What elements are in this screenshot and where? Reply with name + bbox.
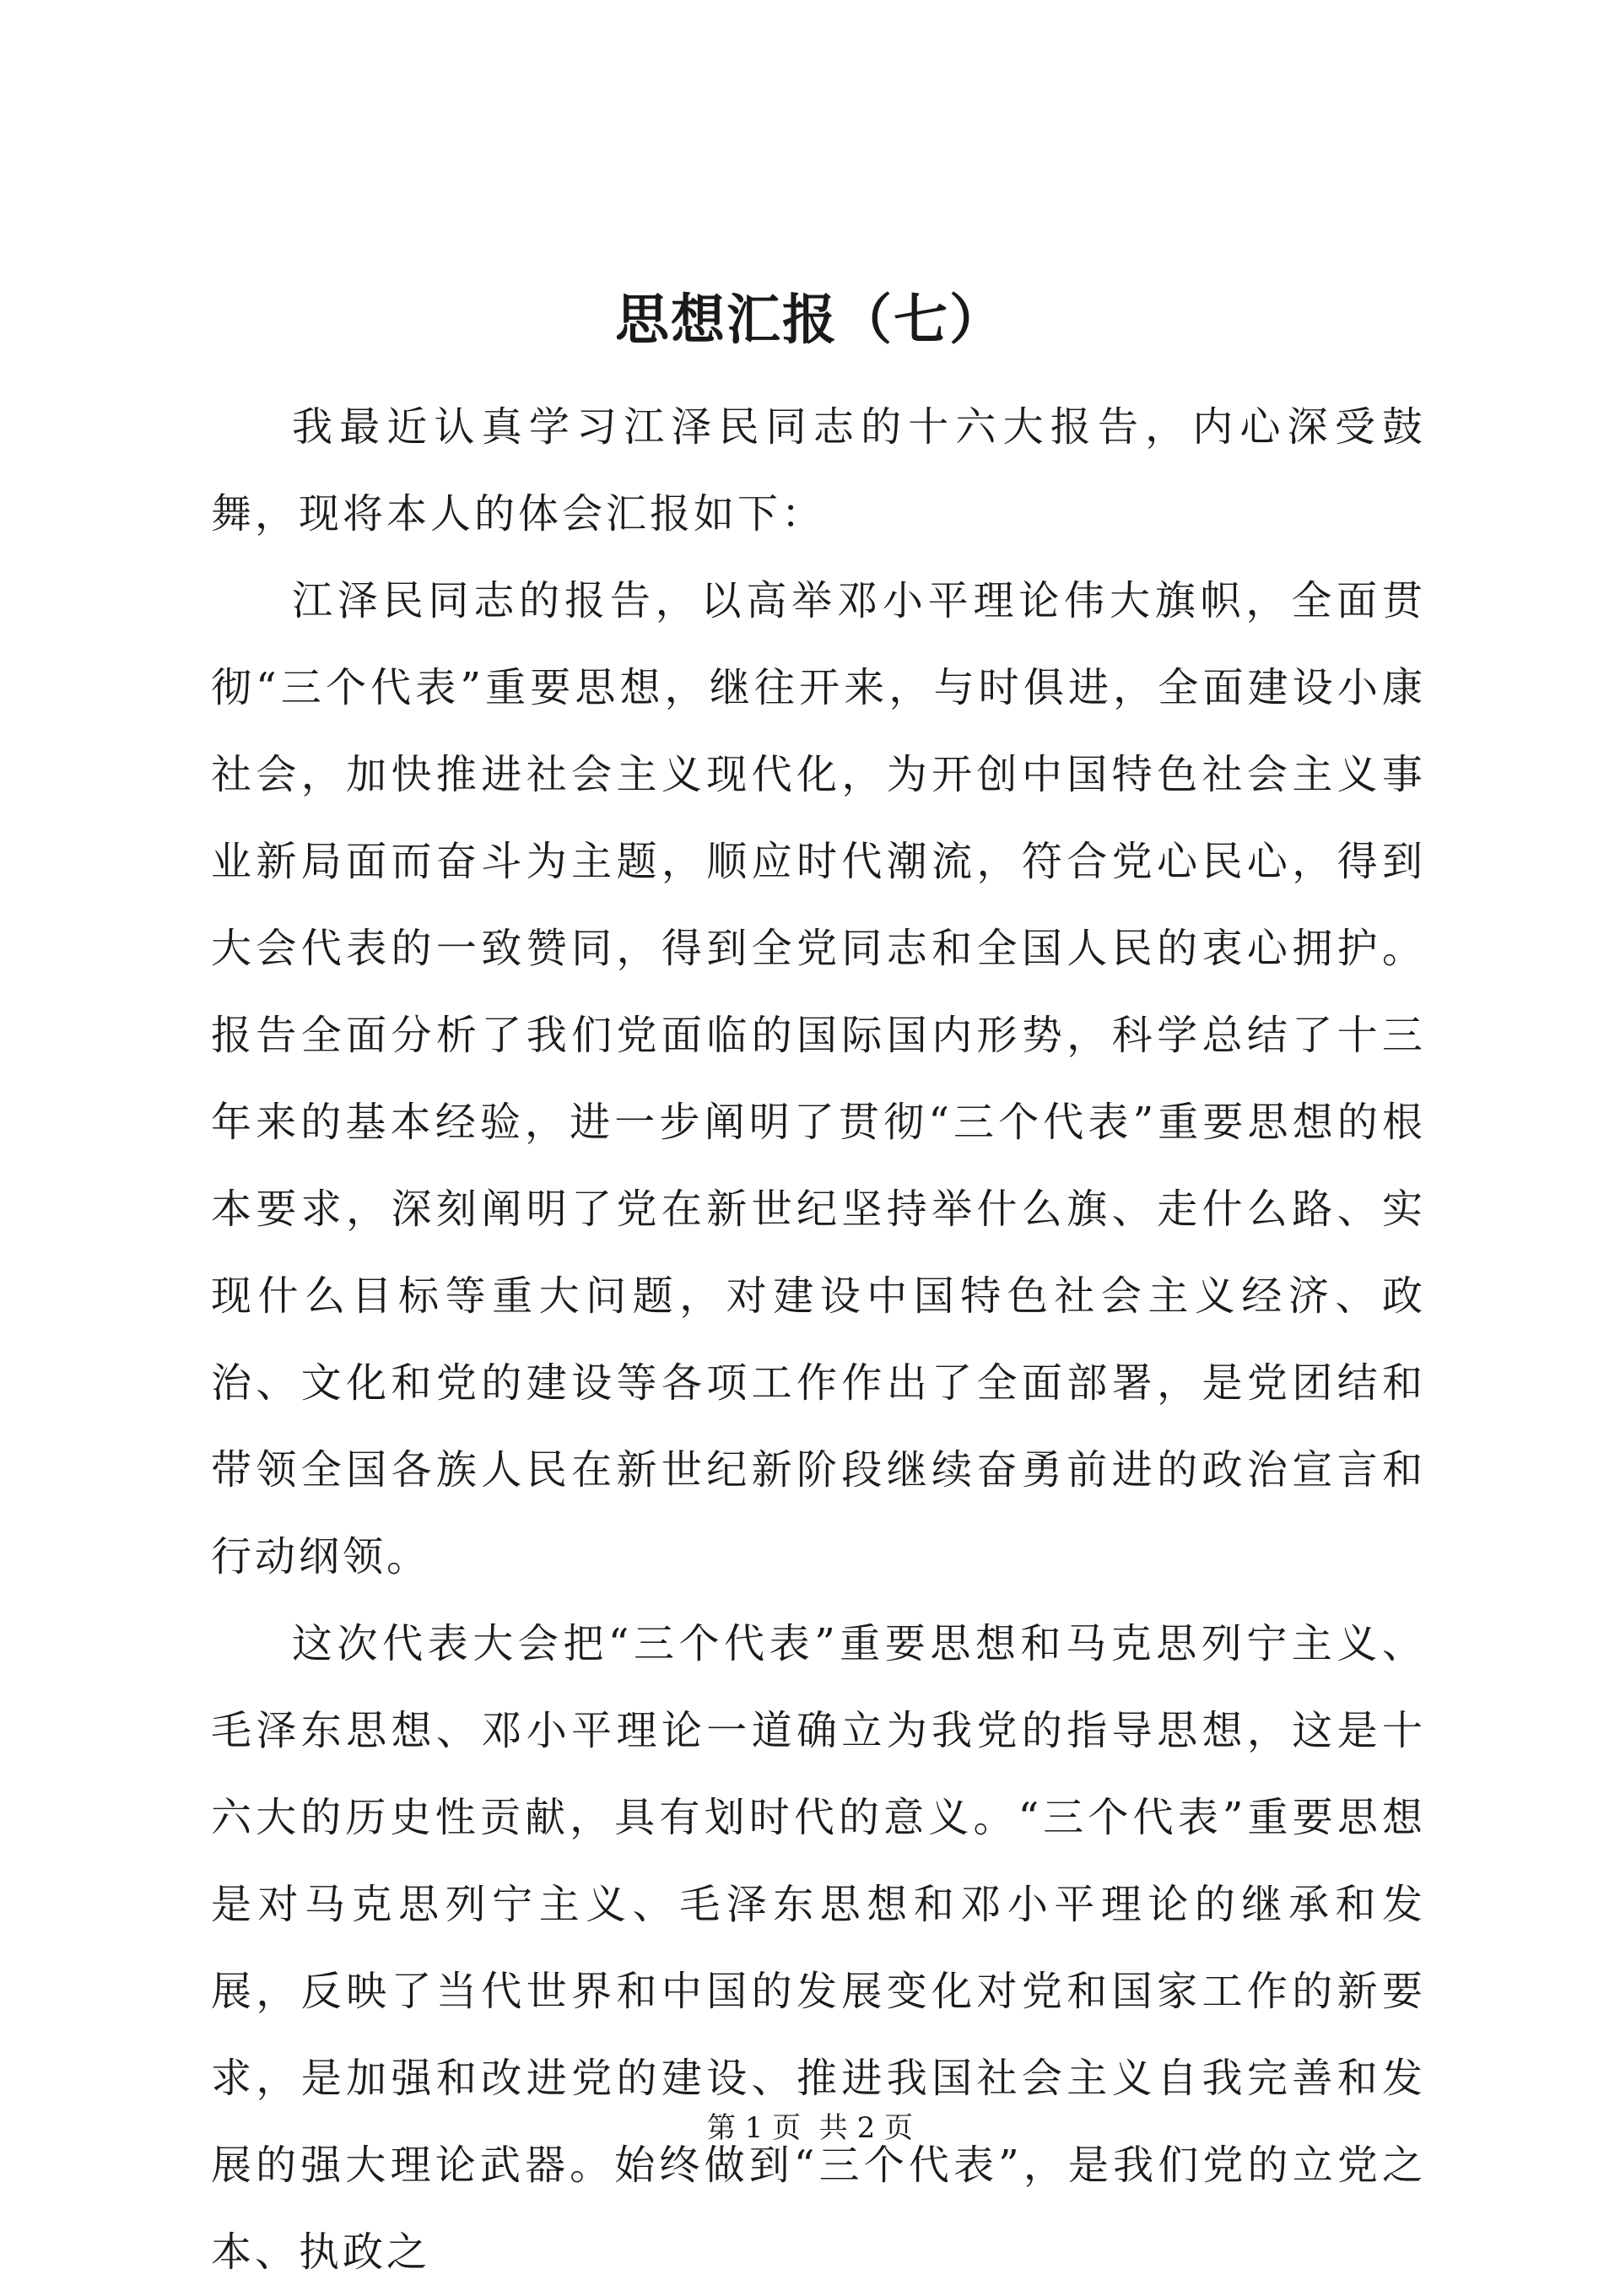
- document-title: 思想汇报（七）: [615, 289, 1005, 352]
- page-number: 第 1 页 共 2 页: [706, 2111, 914, 2145]
- document-body: [211, 384, 1426, 2296]
- paragraph-three-represents: 这次代表大会把“三个代表”重要思想和马克思列宁主义、毛泽东思想、邓小平理论一道确立为我党的指导思想，这是十六大的历史性贡献，具有划时代的意义。“三个代表”重要思想是对马克思列宁主义、毛泽东思想和邓小平理论的继承和发展，反映了当代世界和中国的发展变化对党和国家工作的新要求，是加强和改进党的建设、推进我国社会主义自我完善和发展的强大理论武器。始终做到“三个代表”，是我们党的立党之本、执政之: [211, 1620, 1426, 2276]
- page-footer: [0, 2110, 1620, 2147]
- paragraph-report-summary: 江泽民同志的报告，以高举邓小平理论伟大旗帜，全面贯彻“三个代表”重要思想，继往开来，与时俱进，全面建设小康社会，加快推进社会主义现代化，为开创中国特色社会主义事业新局面而奋斗为主题，顺应时代潮流，符合党心民心，得到大会代表的一致赞同，得到全党同志和全国人民的衷心拥护。报告全面分析了我们党面临的国际国内形势，科学总结了十三年来的基本经验，进一步阐明了贯彻“三个代表”重要思想的根本要求，深刻阐明了党在新世纪坚持举什么旗、走什么路、实现什么目标等重大问题，对建设中国特色社会主义经济、政治、文化和党的建设等各项工作作出了全面部署，是党团结和带领全国各族人民在新世纪新阶段继续奋勇前进的政治宣言和行动纲领。: [211, 577, 1426, 1580]
- paragraph-intro: 我最近认真学习江泽民同志的十六大报告，内心深受鼓舞，现将本人的体会汇报如下：: [211, 403, 1426, 538]
